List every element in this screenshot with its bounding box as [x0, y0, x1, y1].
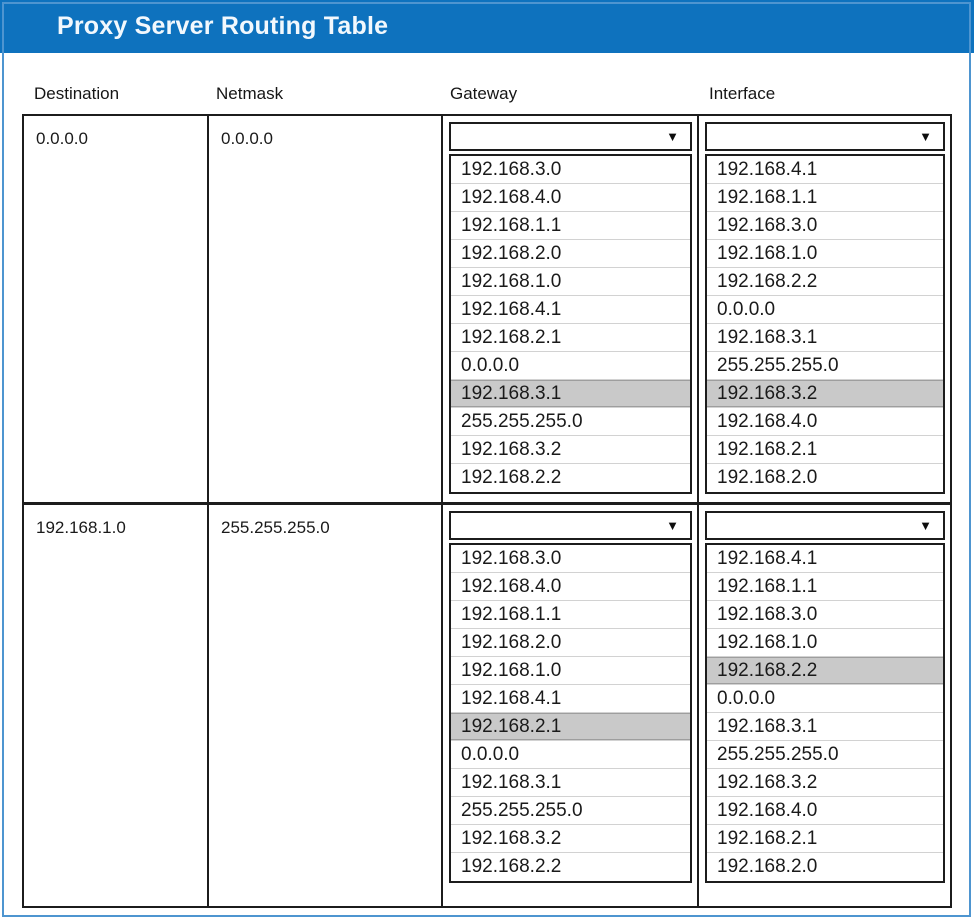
- dropdown-option[interactable]: 192.168.3.2: [707, 380, 943, 408]
- gateway-row1-select[interactable]: [449, 122, 692, 151]
- page-title: Proxy Server Routing Table: [57, 12, 389, 40]
- column-header-gateway: Gateway: [450, 84, 518, 103]
- title-bar: [0, 0, 974, 53]
- dropdown-option[interactable]: 192.168.1.1: [451, 212, 690, 240]
- dropdown-option[interactable]: 192.168.1.0: [707, 240, 943, 268]
- dropdown-option[interactable]: 192.168.4.0: [451, 184, 690, 212]
- dropdown-option[interactable]: 192.168.3.0: [451, 156, 690, 184]
- gateway-row2-select[interactable]: [449, 511, 692, 540]
- dropdown-option[interactable]: 192.168.4.0: [707, 797, 943, 825]
- dropdown-option[interactable]: 192.168.3.2: [707, 769, 943, 797]
- interface-dropdown: [699, 505, 950, 906]
- column-header-destination: Destination: [34, 84, 120, 103]
- dropdown-option[interactable]: 192.168.2.0: [451, 240, 690, 268]
- dropdown-option[interactable]: 192.168.2.0: [707, 853, 943, 881]
- interface-row1-options-list: [705, 154, 945, 494]
- dropdown-option[interactable]: 192.168.3.1: [451, 380, 690, 408]
- dropdown-option[interactable]: 192.168.2.1: [707, 825, 943, 853]
- interface-row2-select[interactable]: [705, 511, 945, 540]
- column-header-interface: Interface: [709, 84, 776, 103]
- dropdown-option[interactable]: 192.168.3.1: [707, 324, 943, 352]
- dropdown-option[interactable]: 255.255.255.0: [707, 352, 943, 380]
- dropdown-option[interactable]: 0.0.0.0: [451, 352, 690, 380]
- dropdown-option[interactable]: 255.255.255.0: [707, 741, 943, 769]
- dropdown-option[interactable]: 192.168.1.1: [707, 184, 943, 212]
- gateway-row1-options-list: [449, 154, 692, 494]
- dropdown-option[interactable]: 192.168.1.0: [451, 268, 690, 296]
- dropdown-option[interactable]: 192.168.4.0: [451, 573, 690, 601]
- interface-row1-select[interactable]: [705, 122, 945, 151]
- dropdown-option[interactable]: 192.168.2.2: [451, 464, 690, 492]
- dropdown-option[interactable]: 192.168.2.1: [707, 436, 943, 464]
- dropdown-option[interactable]: 192.168.2.2: [451, 853, 690, 881]
- dropdown-option[interactable]: 192.168.2.0: [707, 464, 943, 492]
- destination-cell: 192.168.1.0: [24, 505, 209, 906]
- dropdown-option[interactable]: 192.168.1.0: [451, 657, 690, 685]
- dropdown-option[interactable]: 192.168.4.0: [707, 408, 943, 436]
- gateway-dropdown: [443, 505, 699, 906]
- dropdown-option[interactable]: 0.0.0.0: [707, 296, 943, 324]
- dropdown-option[interactable]: 192.168.4.1: [451, 685, 690, 713]
- dropdown-option[interactable]: 192.168.1.1: [451, 601, 690, 629]
- chevron-down-icon: ▼: [666, 128, 679, 144]
- dropdown-option[interactable]: 192.168.3.0: [707, 601, 943, 629]
- dropdown-option[interactable]: 192.168.3.0: [707, 212, 943, 240]
- destination-cell: 0.0.0.0: [24, 116, 209, 505]
- column-header-netmask: Netmask: [216, 84, 284, 103]
- dropdown-option[interactable]: 192.168.2.2: [707, 657, 943, 685]
- gateway-row2-options-list: [449, 543, 692, 883]
- dropdown-option[interactable]: 192.168.3.2: [451, 825, 690, 853]
- interface-dropdown: [699, 116, 950, 505]
- chevron-down-icon: ▼: [919, 128, 932, 144]
- routing-table: [22, 114, 952, 908]
- dropdown-option[interactable]: 0.0.0.0: [707, 685, 943, 713]
- dropdown-option[interactable]: 192.168.2.1: [451, 324, 690, 352]
- dropdown-option[interactable]: 192.168.1.1: [707, 573, 943, 601]
- dropdown-option[interactable]: 192.168.3.2: [451, 436, 690, 464]
- dropdown-option[interactable]: 192.168.2.0: [451, 629, 690, 657]
- interface-row2-options-list: [705, 543, 945, 883]
- dropdown-option[interactable]: 192.168.3.1: [451, 769, 690, 797]
- netmask-cell: 0.0.0.0: [209, 116, 443, 505]
- dropdown-option[interactable]: 192.168.4.1: [451, 296, 690, 324]
- netmask-cell: 255.255.255.0: [209, 505, 443, 906]
- gateway-dropdown: [443, 116, 699, 505]
- chevron-down-icon: ▼: [666, 517, 679, 533]
- dropdown-option[interactable]: 255.255.255.0: [451, 797, 690, 825]
- chevron-down-icon: ▼: [919, 517, 932, 533]
- dropdown-option[interactable]: 192.168.2.1: [451, 713, 690, 741]
- dropdown-option[interactable]: 192.168.2.2: [707, 268, 943, 296]
- dropdown-option[interactable]: 192.168.3.0: [451, 545, 690, 573]
- dropdown-option[interactable]: 192.168.3.1: [707, 713, 943, 741]
- dropdown-option[interactable]: 192.168.4.1: [707, 156, 943, 184]
- dropdown-option[interactable]: 192.168.4.1: [707, 545, 943, 573]
- dropdown-option[interactable]: 255.255.255.0: [451, 408, 690, 436]
- dropdown-option[interactable]: 192.168.1.0: [707, 629, 943, 657]
- dropdown-option[interactable]: 0.0.0.0: [451, 741, 690, 769]
